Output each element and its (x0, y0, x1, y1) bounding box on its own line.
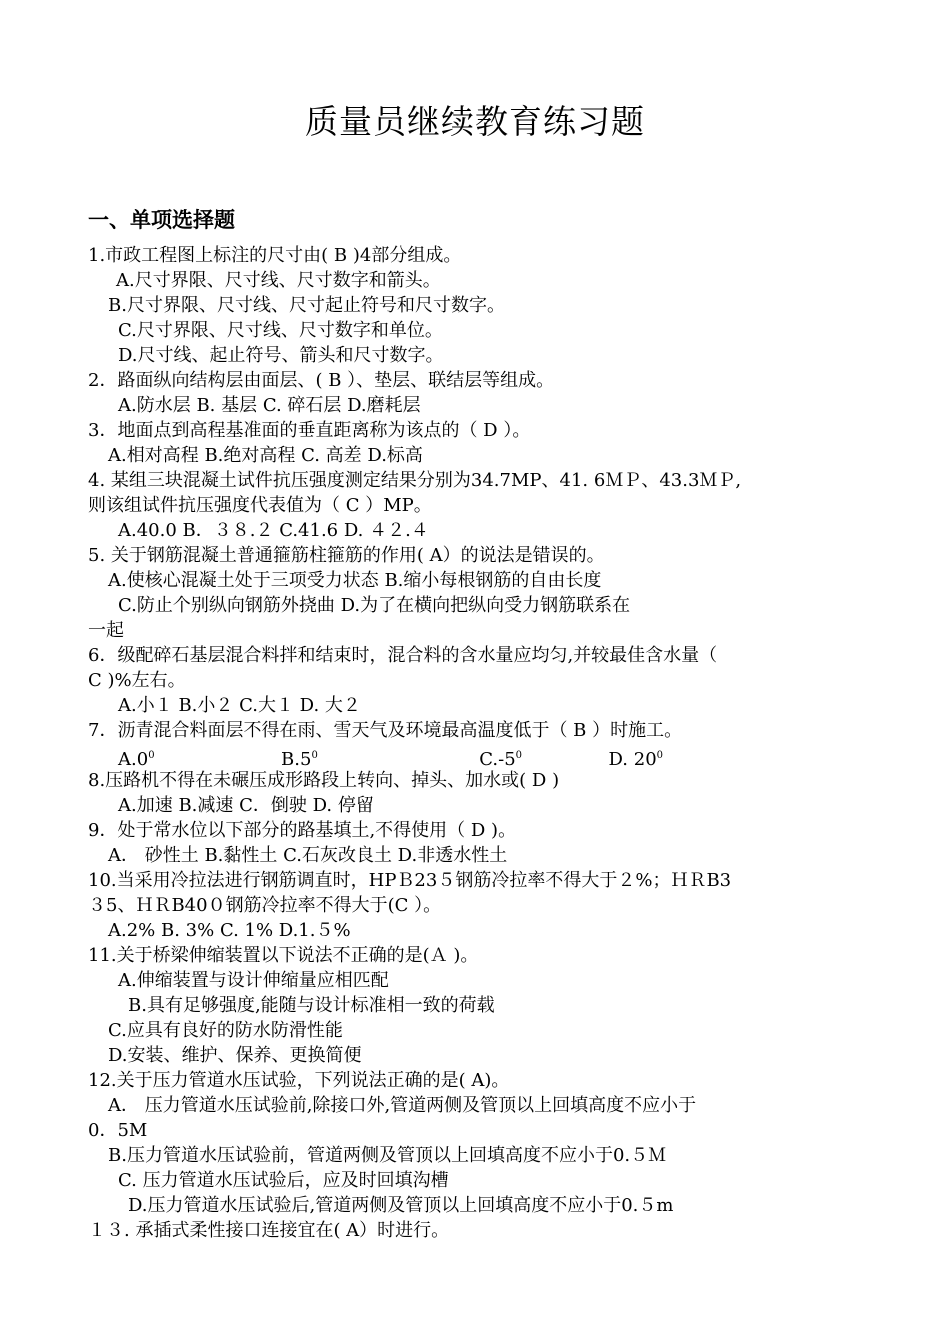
question-7: 7．沥青混合料面层不得在雨、雪天气及环境最高温度低于（ B ）时施工。 (88, 720, 683, 741)
option-line: C.应具有良好的防水防滑性能 (108, 1020, 343, 1041)
question-9: 9．处于常水位以下部分的路基填土,不得使用（ D )。 (88, 820, 517, 841)
option-line: A.小１ B.小２ C.大１ D. 大２ (118, 695, 361, 716)
option-line: A.防水层 B. 基层 C. 碎石层 D.磨耗层 (118, 395, 421, 416)
option-line: B.具有足够强度,能随与设计标准相一致的荷载 (128, 995, 495, 1016)
option-line-cont: 一起 (88, 620, 124, 641)
section-heading: 一、单项选择题 (88, 208, 235, 232)
option-line: B.尺寸界限、尺寸线、尺寸起止符号和尺寸数字。 (108, 295, 505, 316)
option-line: C. 压力管道水压试验后，应及时回填沟槽 (118, 1170, 449, 1191)
option-line-cont: 0．5M (88, 1120, 148, 1141)
question-4-cont: 则该组试件抗压强度代表值为（ C ）MP。 (88, 495, 432, 516)
question-6: 6．级配碎石基层混合料拌和结束时，混合料的含水量应均匀,并较最佳含水量（ (88, 645, 718, 666)
option-line: A.尺寸界限、尺寸线、尺寸数字和箭头。 (116, 270, 441, 291)
option-line: A.加速 B.减速 C．倒驶 D. 停留 (118, 795, 374, 816)
question-12: 12.关于压力管道水压试验，下列说法正确的是( A)。 (88, 1070, 510, 1091)
option-line: A． 砂性土 B.黏性土 C.石灰改良土 D.非透水性土 (108, 845, 508, 866)
option-line: $A.0^0$ $B.5^0$ $C.-5^0$ D. $20^0$ (118, 749, 664, 770)
page-title: 质量员继续教育练习题 (305, 102, 645, 141)
option-line: B.压力管道水压试验前，管道两侧及管顶以上回填高度不应小于0.５Ｍ (108, 1145, 667, 1166)
question-13: １３. 承插式柔性接口连接宜在( A）时进行。 (88, 1220, 450, 1241)
question-1: 1.市政工程图上标注的尺寸由( B )4部分组成。 (88, 245, 462, 266)
question-10-cont: ３5、ＨＲB40０钢筋冷拉率不得大于(C ）。 (88, 895, 442, 916)
option-line: D.安装、维护、保养、更换简便 (108, 1045, 362, 1066)
question-11: 11.关于桥梁伸缩装置以下说法不正确的是(Ａ )。 (88, 945, 479, 966)
option-line: A.40.0 B．３８.２ C.41.6 D. ４２.４ (118, 520, 429, 541)
option-line: D.尺寸线、起止符号、箭头和尺寸数字。 (118, 345, 444, 366)
question-8: 8.压路机不得在未碾压成形路段上转向、掉头、加水或( D ) (88, 770, 560, 791)
option-line: C.防止个别纵向钢筋外挠曲 D.为了在横向把纵向受力钢筋联系在 (118, 595, 631, 616)
question-4: 4. 某组三块混凝土试件抗压强度测定结果分别为34.7MP、41. 6ＭＰ、43.3ＭＰ, (88, 470, 742, 491)
option-line: A.相对高程 B.绝对高程 C. 高差 D.标高 (108, 445, 423, 466)
option-line: A.伸缩装置与设计伸缩量应相匹配 (118, 970, 389, 991)
question-5: 5. 关于钢筋混凝土普通箍筋柱箍筋的作用( A）的说法是错误的。 (88, 545, 605, 566)
option-line: A.使核心混凝土处于三项受力状态 B.缩小每根钢筋的自由长度 (108, 570, 602, 591)
question-3: 3．地面点到高程基准面的垂直距离称为该点的（ D ）。 (88, 420, 531, 441)
question-2: 2．路面纵向结构层由面层、( B ）、垫层、联结层等组成。 (88, 370, 555, 391)
question-10: 10.当采用冷拉法进行钢筋调直时，HPＢ23５钢筋冷拉率不得大于２%；ＨＲB3 (88, 870, 732, 891)
option-line: D.压力管道水压试验后,管道两侧及管顶以上回填高度不应小于0.５m (128, 1195, 674, 1216)
option-line: C.尺寸界限、尺寸线、尺寸数字和单位。 (118, 320, 443, 341)
option-line: A.2% B. 3% C. 1% D.1.５% (108, 920, 351, 941)
question-6-cont: C )%左右。 (88, 670, 186, 691)
option-line: A． 压力管道水压试验前,除接口外,管道两侧及管顶以上回填高度不应小于 (108, 1095, 697, 1116)
